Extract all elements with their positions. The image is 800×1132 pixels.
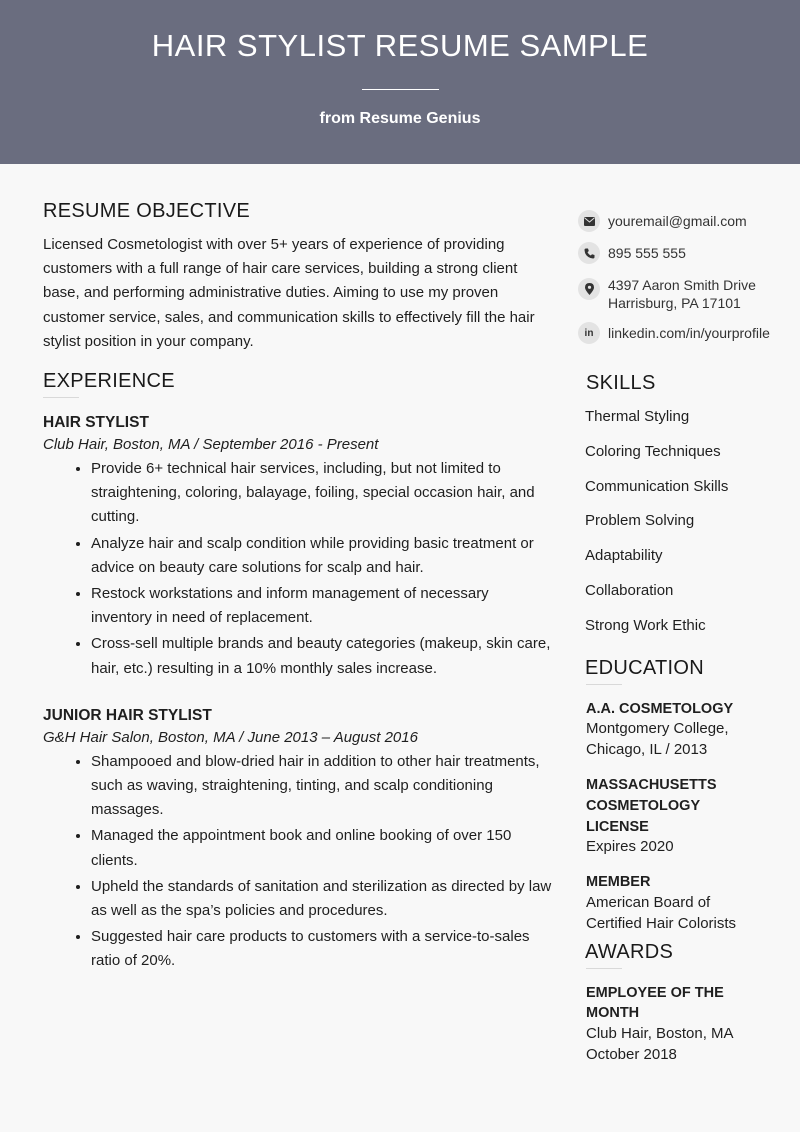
linkedin-icon: in <box>578 322 600 344</box>
bullet-item: • Restock workstations and inform management of necessary inventory in need of replacement. <box>91 582 553 630</box>
skill-item: Coloring Techniques <box>585 442 721 460</box>
job-bullets <box>43 457 553 681</box>
education-entry <box>586 872 778 934</box>
location-pin-icon <box>578 278 600 300</box>
education-line: Certified Hair Colorists <box>586 914 737 932</box>
address-text <box>608 274 756 312</box>
envelope-icon <box>578 210 600 232</box>
job-title: HAIR STYLIST <box>43 414 149 432</box>
skills-list <box>585 407 778 651</box>
email-text[interactable]: youremail@gmail.com <box>608 213 747 229</box>
page-subtitle: from Resume Genius <box>319 110 481 127</box>
address-line-2: Harrisburg, PA 17101 <box>608 295 741 311</box>
main-column <box>43 200 553 976</box>
skill-item: Strong Work Ethic <box>585 616 706 634</box>
job-title: JUNIOR HAIR STYLIST <box>43 706 212 724</box>
contact-phone <box>578 242 778 264</box>
bullet-item: • Provide 6+ technical hair services, including, but not limited to straightening, coloring, balayage, foiling, special occasion hair, and cutting. <box>91 457 553 530</box>
phone-text[interactable]: 895 555 555 <box>608 245 686 261</box>
objective-text: Licensed Cosmetologist with over 5+ years of experience of providing customers with a full range of hair care services, building a strong client base, and performing administrative duties. Aiming to use my proven customer service, sales, and communication skills to effectively fill the hair stylist position in your company. <box>43 236 535 350</box>
education-line: Chicago, IL / 2013 <box>586 741 708 759</box>
education-heading-text: A.A. COSMETOLOGY <box>586 700 734 717</box>
awards-list <box>586 983 778 1066</box>
contact-linkedin <box>578 322 778 344</box>
bullet-item: • Shampooed and blow-dried hair in addition to other hair treatments, such as waving, straightening, tinting, and scalp conditioning massages. <box>91 750 553 823</box>
job-entry <box>43 414 553 681</box>
education-heading-text: MASSACHUSETTS COSMETOLOGY LICENSE <box>586 776 717 835</box>
section-divider <box>43 397 79 398</box>
award-entry <box>586 983 778 1066</box>
bullet-item: • Upheld the standards of sanitation and sterilization as directed by law as well as the spa’s policies and procedures. <box>91 875 553 923</box>
sidebar-column <box>578 210 778 1080</box>
job-meta: Club Hair, Boston, MA / September 2016 - Present <box>43 436 379 454</box>
award-heading-text: EMPLOYEE OF THE MONTH <box>586 984 724 1022</box>
section-divider <box>586 684 622 685</box>
skills-heading: SKILLS <box>586 372 656 394</box>
header-banner <box>0 0 800 164</box>
education-line: Montgomery College, <box>586 720 729 738</box>
skill-item: Adaptability <box>585 547 663 565</box>
award-line: October 2018 <box>586 1045 677 1063</box>
education-heading-text: MEMBER <box>586 874 651 891</box>
skill-item: Collaboration <box>585 581 674 599</box>
education-list <box>586 699 778 935</box>
education-heading: EDUCATION <box>585 656 704 679</box>
page-title: HAIR STYLIST RESUME SAMPLE <box>151 28 649 63</box>
experience-heading: EXPERIENCE <box>43 370 175 393</box>
linkedin-text[interactable]: linkedin.com/in/yourprofile <box>608 325 770 341</box>
job-bullets <box>43 750 553 974</box>
contact-address <box>578 274 778 312</box>
education-entry <box>586 775 778 858</box>
bullet-item: • Suggested hair care products to customers with a service-to-sales ratio of 20%. <box>91 925 553 973</box>
awards-heading: AWARDS <box>585 940 674 963</box>
bullet-item: • Analyze hair and scalp condition while providing basic treatment or advice on beauty care solutions for scalp and hair. <box>91 532 553 580</box>
award-line: Club Hair, Boston, MA <box>586 1025 734 1043</box>
skill-item: Communication Skills <box>585 477 729 495</box>
education-entry <box>586 699 778 761</box>
skill-item: Thermal Styling <box>585 408 690 425</box>
objective-heading: RESUME OBJECTIVE <box>43 200 251 222</box>
section-divider <box>586 968 622 969</box>
bullet-item: • Managed the appointment book and online booking of over 150 clients. <box>91 824 553 872</box>
job-entry <box>43 707 553 974</box>
job-meta: G&H Hair Salon, Boston, MA / June 2013 – August 2016 <box>43 728 418 746</box>
contact-email <box>578 210 778 232</box>
bullet-item: • Cross-sell multiple brands and beauty categories (makeup, skin care, hair, etc.) resulting in a 10% monthly sales increase. <box>91 632 553 680</box>
phone-icon <box>578 242 600 264</box>
skill-item: Problem Solving <box>585 512 695 530</box>
education-line: Expires 2020 <box>586 838 674 856</box>
address-line-1: 4397 Aaron Smith Drive <box>608 277 756 293</box>
title-divider <box>362 89 439 90</box>
education-line: American Board of <box>586 893 711 911</box>
